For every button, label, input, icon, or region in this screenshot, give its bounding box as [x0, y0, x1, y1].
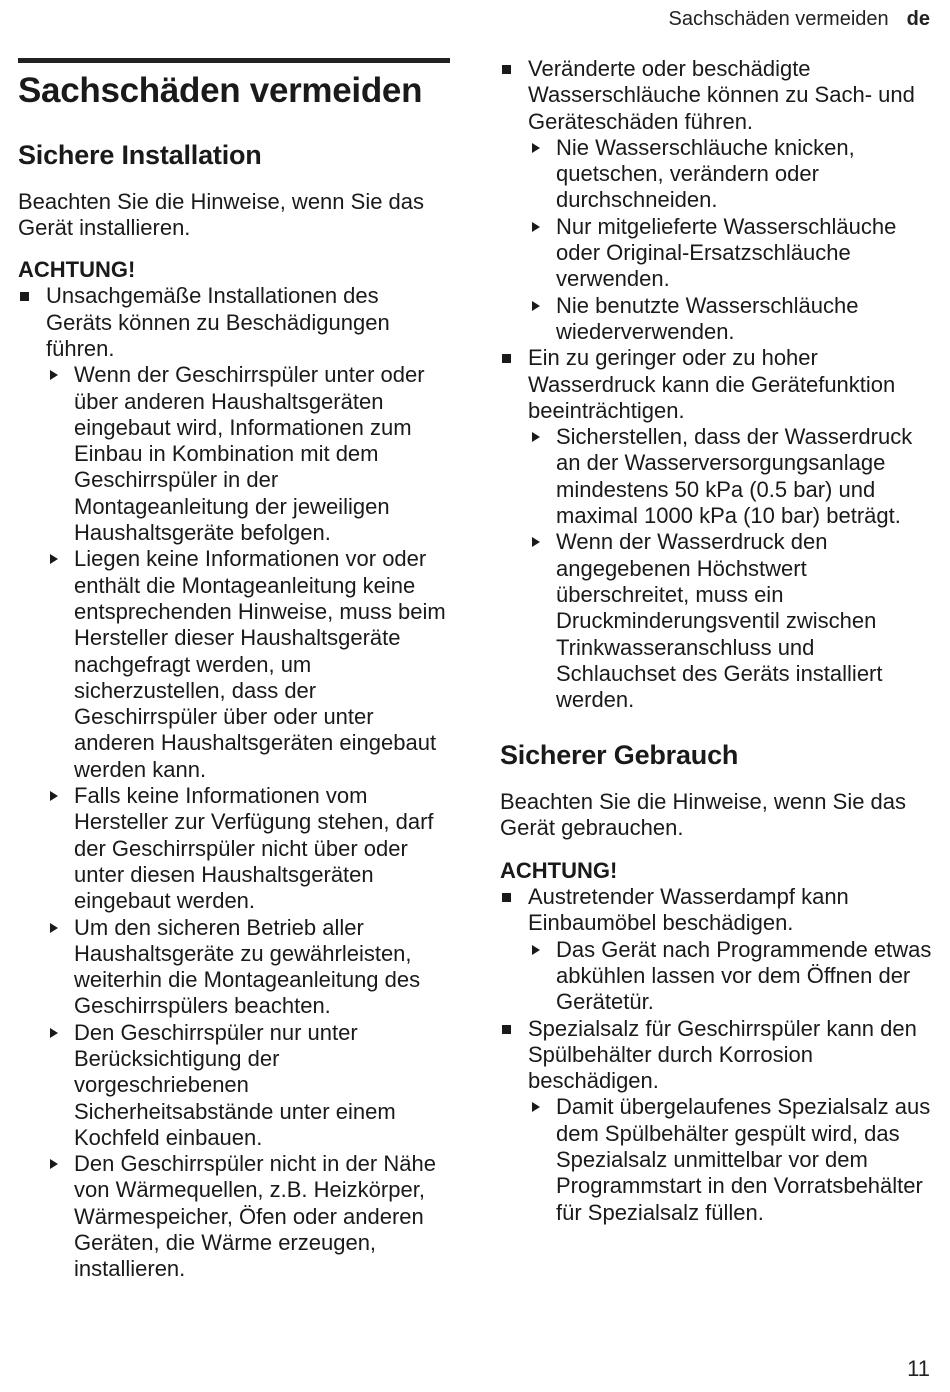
- hazard-text: Austretender Wasserdampf kann Einbaumöbel beschädigen.: [528, 884, 849, 936]
- hazard-list-installation-continued: [500, 56, 932, 713]
- step-item: Wenn der Geschirrspüler unter oder über anderen Haushaltsgeräten eingebaut wird, Informationen zum Einbau in Kombination mit dem Geschirrspüler in der Montageanleitung der jeweiligen Haushaltsgeräte befolgen.: [46, 362, 450, 546]
- step-item: Nie benutzte Wasserschläuche wiederverwenden.: [528, 293, 932, 346]
- hazard-list-installation: [18, 283, 450, 1282]
- hazard-item: [500, 345, 932, 713]
- section-intro-usage: Beachten Sie die Hinweise, wenn Sie das Gerät gebrauchen.: [500, 789, 907, 841]
- section-spacer: [500, 713, 932, 739]
- language-code: de: [906, 8, 930, 30]
- step-list: [528, 135, 932, 345]
- warning-label-installation: ACHTUNG!: [18, 257, 136, 283]
- page-title: Sachschäden vermeiden: [18, 71, 423, 110]
- step-item: Den Geschirrspüler nur unter Berücksichtigung der vorgeschriebenen Sicherheitsabstände unter einem Kochfeld einbauen.: [46, 1020, 450, 1151]
- hazard-item: [18, 283, 450, 1282]
- step-list: [528, 1094, 932, 1225]
- step-item: Damit übergelaufenes Spezialsalz aus dem Spülbehälter gespült wird, das Spezialsalz unmittelbar vor dem Programmstart in den Vorratsbehälter für Spezialsalz füllen.: [528, 1094, 932, 1225]
- section-intro-installation: Beachten Sie die Hinweise, wenn Sie das Gerät installieren.: [18, 188, 425, 240]
- step-item: Falls keine Informationen vom Hersteller zur Verfügung stehen, darf der Geschirrspüler nicht über oder unter diesen Haushaltsgeräten eingebaut werden.: [46, 783, 450, 914]
- step-item: Nie Wasserschläuche knicken, quetschen, verändern oder durchschneiden.: [528, 135, 932, 214]
- step-list: [528, 424, 932, 713]
- hazard-list-usage: [500, 884, 932, 1226]
- running-title: Sachschäden vermeiden: [668, 8, 889, 30]
- step-item: Den Geschirrspüler nicht in der Nähe von Wärmequellen, z.B. Heizkörper, Wärmespeicher, Öfen oder anderen Geräten, die Wärme erzeugen, installieren.: [46, 1151, 450, 1282]
- hazard-item: [500, 1016, 932, 1226]
- page-number: 11: [907, 1356, 930, 1381]
- hazard-text: Veränderte oder beschädigte Wasserschläuche können zu Sach- und Geräteschäden führen.: [528, 56, 915, 134]
- step-item: Liegen keine Informationen vor oder enthält die Montageanleitung keine entsprechenden Hinweise, muss beim Hersteller dieser Haushaltsgeräte nachgefragt werden, um sicherzustellen, dass der Geschirrspüler über oder unter anderen Haushaltsgeräten eingebaut werden kann.: [46, 546, 450, 783]
- hazard-text: Ein zu geringer oder zu hoher Wasserdruck kann die Gerätefunktion beeinträchtigen.: [528, 345, 896, 423]
- step-item: Das Gerät nach Programmende etwas abkühlen lassen vor dem Öffnen der Gerätetür.: [528, 937, 932, 1016]
- hazard-text: Unsachgemäße Installationen des Geräts können zu Beschädigungen führen.: [46, 283, 390, 361]
- running-header: [669, 8, 930, 31]
- hazard-text: Spezialsalz für Geschirrspüler kann den Spülbehälter durch Korrosion beschädigen.: [528, 1015, 917, 1094]
- section-heading-installation: Sichere Installation: [18, 139, 262, 170]
- right-column: [500, 56, 932, 1226]
- title-rule: [18, 58, 450, 63]
- step-item: Wenn der Wasserdruck den angegebenen Höchstwert überschreitet, muss ein Druckminderungsventil zwischen Trinkwasseranschluss und Schlauchset des Geräts installiert werden.: [528, 529, 932, 713]
- step-item: Sicherstellen, dass der Wasserdruck an der Wasserversorgungsanlage mindestens 50 kPa (0.5 bar) und maximal 1000 kPa (10 bar) beträgt.: [528, 424, 932, 529]
- step-item: Nur mitgelieferte Wasserschläuche oder Original-Ersatzschläuche verwenden.: [528, 214, 932, 293]
- step-list: [46, 362, 450, 1282]
- warning-label-usage: ACHTUNG!: [500, 857, 618, 883]
- left-column: [18, 58, 450, 1283]
- hazard-item: [500, 884, 932, 1015]
- step-list: [528, 937, 932, 1016]
- section-heading-usage: Sicherer Gebrauch: [500, 740, 739, 771]
- hazard-item: [500, 56, 932, 345]
- step-item: Um den sicheren Betrieb aller Haushaltsgeräte zu gewährleisten, weiterhin die Montageanleitung des Geschirrspülers beachten.: [46, 915, 450, 1020]
